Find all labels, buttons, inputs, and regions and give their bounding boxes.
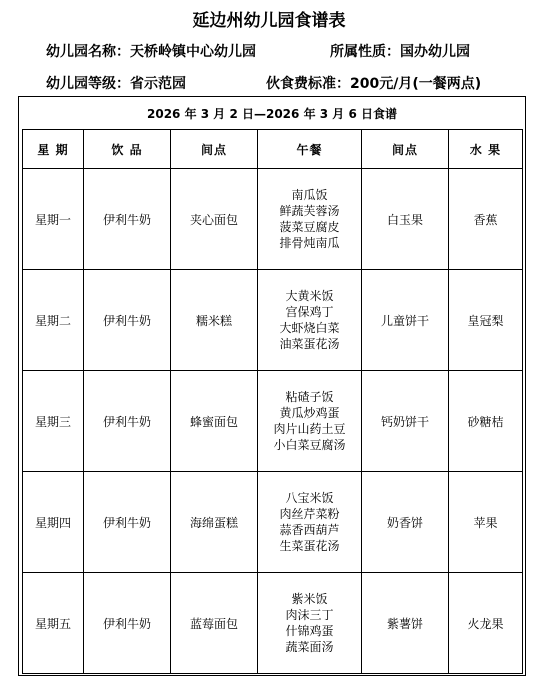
lunch-item: 粘碴子饭 xyxy=(285,390,334,404)
lunch-item: 鲜蔬芙蓉汤 xyxy=(279,204,340,218)
lunch-cell xyxy=(258,270,362,371)
day-cell: 星期三 xyxy=(23,371,84,472)
col-header-lunch: 午餐 xyxy=(258,130,362,169)
lunch-item: 大虾烧白菜 xyxy=(279,321,340,335)
table-row xyxy=(23,472,523,573)
lunch-item: 大黄米饭 xyxy=(285,289,334,303)
lunch-cell xyxy=(258,371,362,472)
page-title: 延边州幼儿园食谱表 xyxy=(192,11,346,31)
fruit-cell: 砂糖桔 xyxy=(449,371,523,472)
snack-cell: 白玉果 xyxy=(362,169,449,270)
meal-fee: 伙食费标准：200元/月(一餐两点) xyxy=(266,76,482,92)
menu-table xyxy=(22,129,523,674)
lunch-item: 菠菜豆腐皮 xyxy=(279,220,340,234)
snack-cell: 糯米糕 xyxy=(171,270,258,371)
lunch-item: 蔬菜面汤 xyxy=(285,640,334,654)
day-cell: 星期一 xyxy=(23,169,84,270)
day-cell: 星期二 xyxy=(23,270,84,371)
menu-period: 2026 年 3 月 2 日—2026 年 3 月 6 日食谱 xyxy=(147,107,397,121)
fruit-cell: 火龙果 xyxy=(449,573,523,674)
table-row xyxy=(23,270,523,371)
snack-cell: 蜂蜜面包 xyxy=(171,371,258,472)
lunch-item: 蒜香西葫芦 xyxy=(279,523,340,537)
lunch-item: 黄瓜炒鸡蛋 xyxy=(279,406,340,420)
kindergarten-name: 幼儿园名称：天桥岭镇中心幼儿园 xyxy=(46,44,256,60)
col-header-snack: 间点 xyxy=(171,130,258,169)
snack-cell: 儿童饼干 xyxy=(362,270,449,371)
lunch-item: 宫保鸡丁 xyxy=(285,305,334,319)
snack-cell: 紫薯饼 xyxy=(362,573,449,674)
drink-cell: 伊利牛奶 xyxy=(84,573,171,674)
drink-cell: 伊利牛奶 xyxy=(84,472,171,573)
fruit-cell: 苹果 xyxy=(449,472,523,573)
col-header-drink: 饮 品 xyxy=(84,130,171,169)
lunch-item: 八宝米饭 xyxy=(285,491,334,505)
fruit-cell: 香蕉 xyxy=(449,169,523,270)
col-header-day: 星 期 xyxy=(23,130,84,169)
lunch-cell xyxy=(258,573,362,674)
lunch-item: 什锦鸡蛋 xyxy=(285,624,334,638)
drink-cell: 伊利牛奶 xyxy=(84,169,171,270)
lunch-item: 肉片山药土豆 xyxy=(273,422,346,436)
snack-cell: 海绵蛋糕 xyxy=(171,472,258,573)
snack-cell: 夹心面包 xyxy=(171,169,258,270)
table-row xyxy=(23,573,523,674)
snack-cell: 蓝莓面包 xyxy=(171,573,258,674)
table-row xyxy=(23,371,523,472)
lunch-item: 小白菜豆腐汤 xyxy=(273,438,346,452)
lunch-item: 生菜蛋花汤 xyxy=(279,539,340,553)
col-header-snack: 间点 xyxy=(362,130,449,169)
kindergarten-grade: 幼儿园等级：省示范园 xyxy=(46,76,186,92)
snack-cell: 奶香饼 xyxy=(362,472,449,573)
lunch-cell xyxy=(258,472,362,573)
day-cell: 星期四 xyxy=(23,472,84,573)
snack-cell: 钙奶饼干 xyxy=(362,371,449,472)
fruit-cell: 皇冠梨 xyxy=(449,270,523,371)
lunch-cell xyxy=(258,169,362,270)
drink-cell: 伊利牛奶 xyxy=(84,270,171,371)
drink-cell: 伊利牛奶 xyxy=(84,371,171,472)
lunch-item: 肉沫三丁 xyxy=(285,608,334,622)
table-row xyxy=(23,169,523,270)
lunch-item: 南瓜饭 xyxy=(291,188,328,202)
day-cell: 星期五 xyxy=(23,573,84,674)
lunch-item: 排骨炖南瓜 xyxy=(279,236,340,250)
lunch-item: 紫米饭 xyxy=(291,592,328,606)
ownership-type: 所属性质：国办幼儿园 xyxy=(330,44,470,60)
lunch-item: 肉丝芹菜粉 xyxy=(279,507,340,521)
menu-frame xyxy=(18,96,526,676)
col-header-fruit: 水 果 xyxy=(449,130,523,169)
lunch-item: 油菜蛋花汤 xyxy=(279,337,340,351)
header-row xyxy=(23,130,523,169)
